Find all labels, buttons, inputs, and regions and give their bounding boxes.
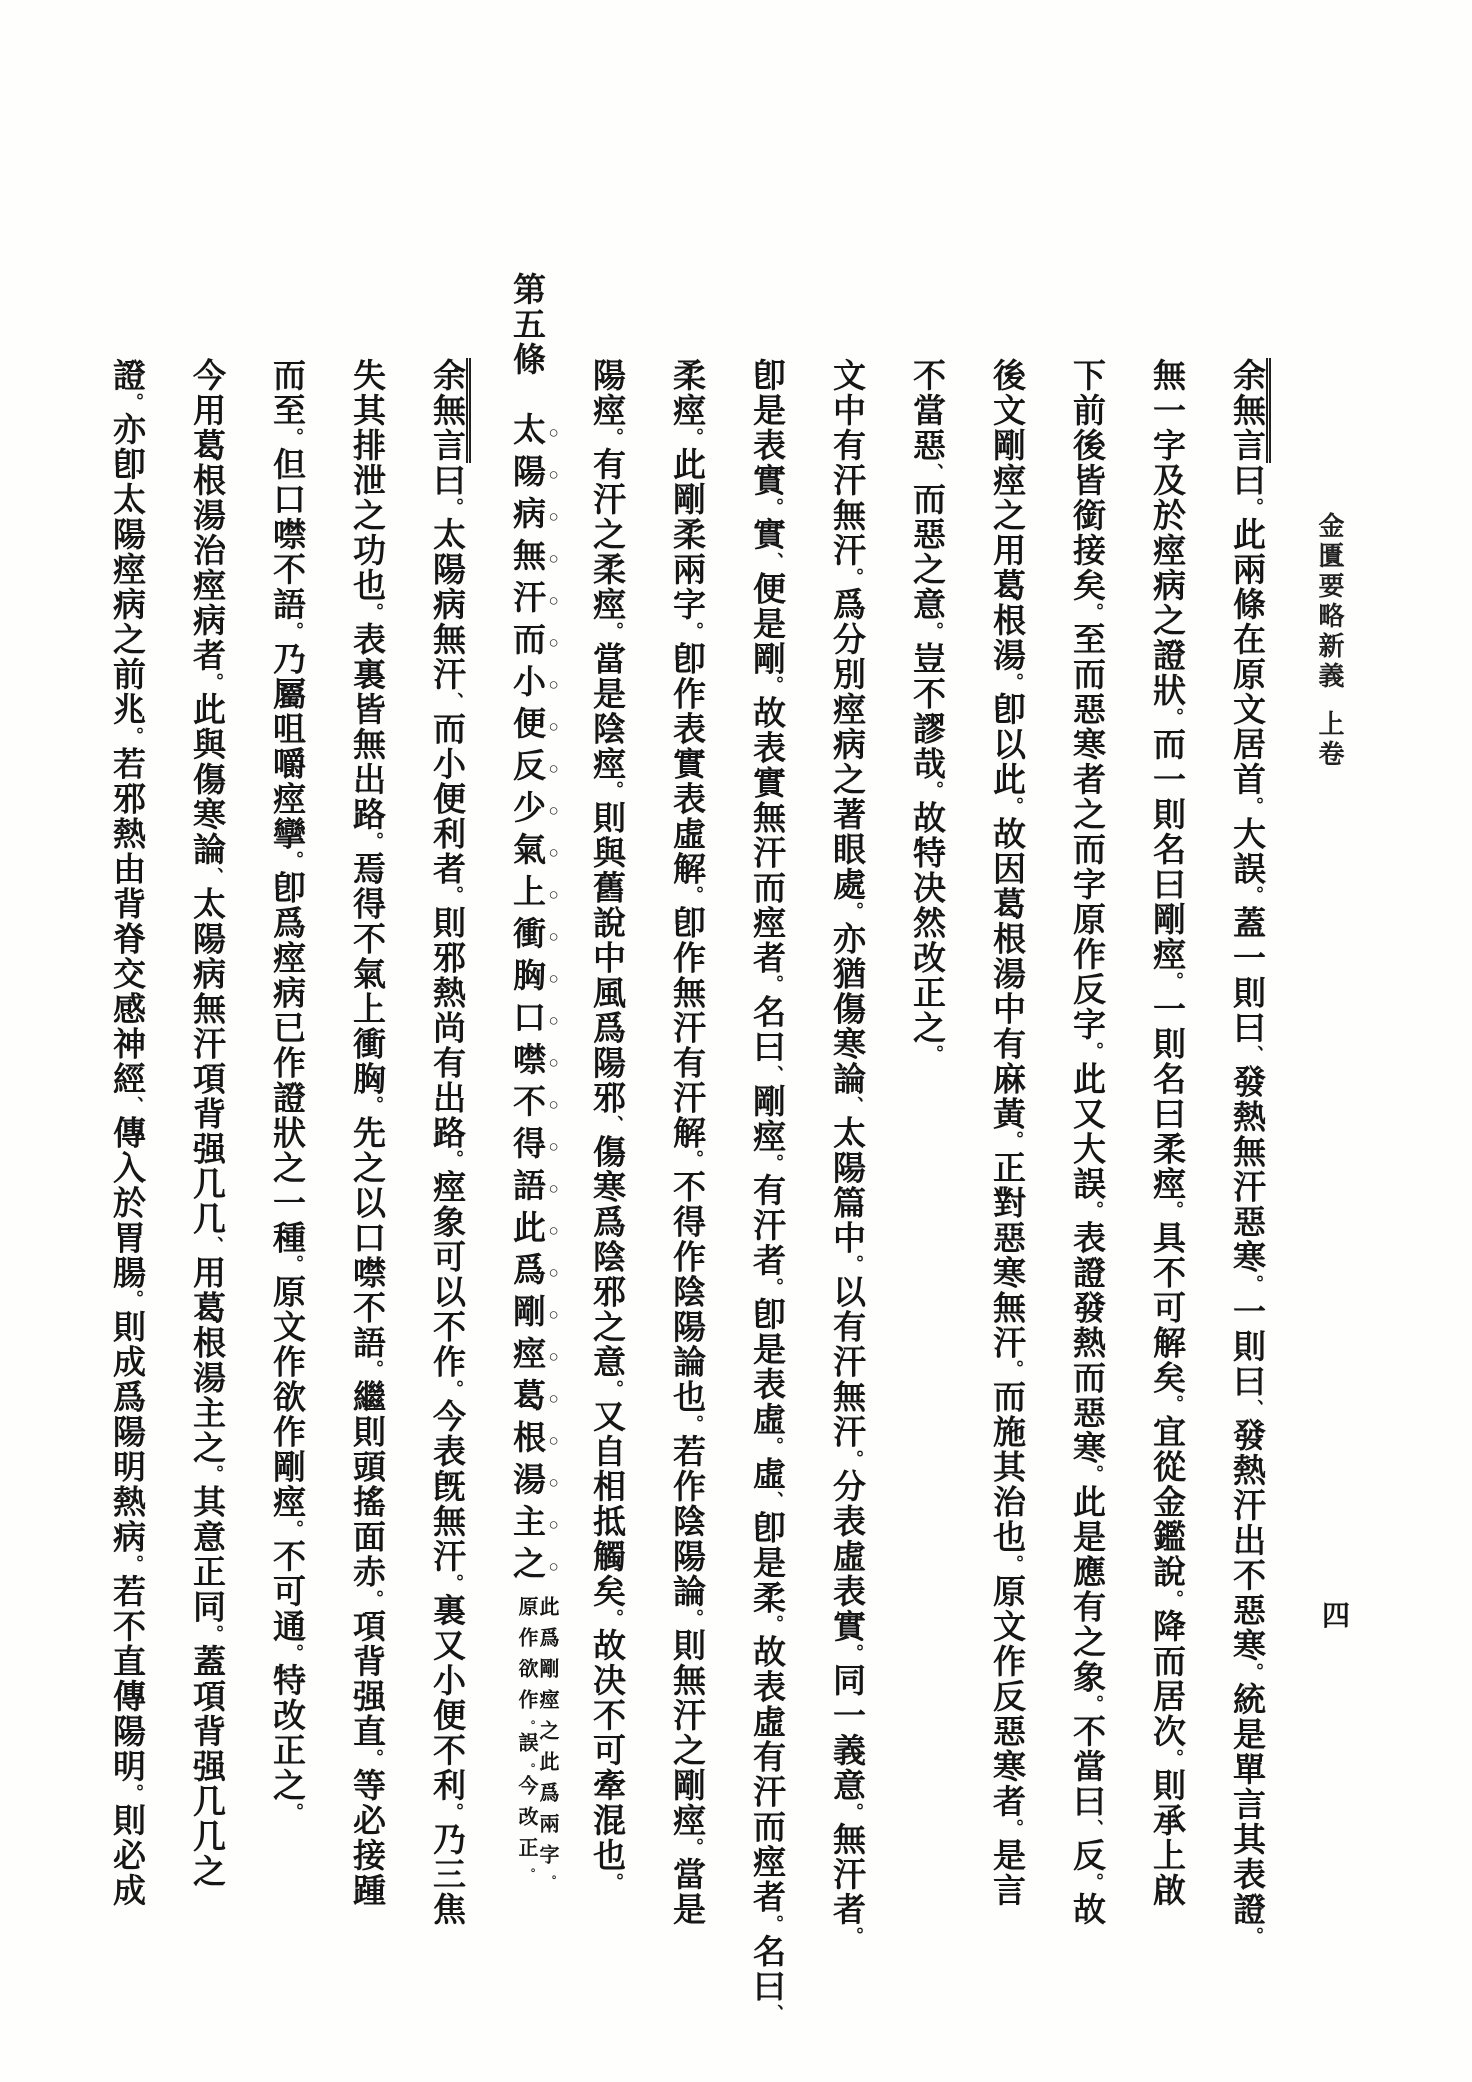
- punctuation-mark: 。: [1164, 1201, 1184, 1221]
- commentary-text: 曰。太陽病無汗、而小便利者。則邪熱尚有出路。痙象可以不作。今表旣無汗。裏又小便不利。乃三焦: [428, 463, 464, 1928]
- punctuation-mark: 。: [684, 622, 704, 642]
- text-column: [806, 0, 886, 2082]
- author-name-mark: 余無言: [428, 358, 471, 463]
- punctuation-mark: 。: [1084, 1042, 1104, 1062]
- punctuation-mark: 。: [284, 1802, 304, 1823]
- text-column: [1046, 0, 1126, 2082]
- volume-label: 上卷: [1315, 710, 1344, 770]
- punctuation-mark: 、: [764, 552, 784, 572]
- punctuation-mark: 。: [1004, 673, 1024, 693]
- annotation-line: 原作欲作。誤。今改正。: [515, 1596, 537, 1880]
- punctuation-mark: 、: [604, 1115, 624, 1135]
- section-heading-label: 第五條: [508, 272, 544, 377]
- book-title: 金匱要略新義: [1315, 512, 1344, 692]
- punctuation-mark: 。: [204, 1465, 224, 1485]
- punctuation-mark: 。: [764, 676, 784, 696]
- punctuation-mark: 。: [844, 902, 864, 922]
- punctuation-mark: 。: [444, 1802, 464, 1823]
- punctuation-mark: 。: [1164, 1748, 1184, 1768]
- punctuation-mark: 。: [284, 851, 304, 871]
- punctuation-mark: 。: [844, 568, 864, 588]
- punctuation-mark: 。: [364, 832, 384, 852]
- annotation-line: 此爲剛痙之此爲兩字。: [536, 1596, 558, 1887]
- text-column: [326, 0, 406, 2082]
- punctuation-mark: 。: [1004, 1554, 1024, 1574]
- punctuation-mark: 。: [604, 1872, 624, 1893]
- punctuation-mark: 、: [924, 463, 944, 483]
- punctuation-mark: 。: [444, 886, 464, 906]
- punctuation-mark: 。: [764, 1153, 784, 1173]
- text-column: [1126, 0, 1206, 2082]
- punctuation-mark: 。: [844, 1449, 864, 1469]
- text-column: [1206, 0, 1286, 2082]
- inline-annotation: [515, 1596, 557, 1887]
- commentary-text: [508, 377, 544, 412]
- punctuation-mark: 。: [844, 1255, 864, 1275]
- punctuation-mark: 。: [764, 498, 784, 518]
- punctuation-mark: 。: [124, 1290, 144, 1310]
- punctuation-mark: 。: [284, 1255, 304, 1275]
- commentary-text: 下前後皆銜接矣。至而惡寒者之而字原作反字。此又大誤。表證發熱而惡寒。此是應有之象。不當曰、反。故: [1068, 358, 1104, 1928]
- text-column: [166, 0, 246, 2082]
- commentary-text: 而至。但口噤不語。乃屬咀嚼痙攣。卽爲痙病已作證狀之一種。原文作欲作剛痙。不可通。特改正之。: [268, 358, 304, 1823]
- punctuation-mark: 。: [1084, 1694, 1104, 1714]
- punctuation-mark: 。: [364, 1360, 384, 1380]
- punctuation-mark: 。: [604, 428, 624, 448]
- running-title-column: [1286, 0, 1372, 2082]
- text-column: [246, 0, 326, 2082]
- punctuation-mark: 。: [1164, 708, 1184, 728]
- punctuation-mark: 、: [1244, 1045, 1264, 1065]
- punctuation-mark: 、: [764, 1491, 784, 1511]
- punctuation-mark: 。: [844, 1802, 864, 1823]
- punctuation-mark: 。: [204, 1624, 224, 1644]
- classic-quote-text: 太陽病無汗而小便反少氣上衝胸口噤不得語此爲剛痙葛根湯主之: [508, 412, 544, 1588]
- commentary-text: 今用葛根湯治痙病者。此與傷寒論、太陽病無汗項背强几几、用葛根湯主之。其意正同。蓋項背强几几之: [188, 358, 224, 1889]
- punctuation-mark: 。: [684, 1414, 704, 1434]
- commentary-text: 陽痙。有汗之柔痙。當是陰痙。則與舊說中風爲陽邪、傷寒爲陰邪之意。又自相抵觸矣。故决不可牽混也。: [588, 358, 624, 1893]
- punctuation-mark: 。: [1244, 1927, 1264, 1947]
- punctuation-mark: 。: [684, 428, 704, 448]
- punctuation-mark: 。: [1004, 1818, 1024, 1838]
- commentary-text: 證。亦卽太陽痙病之前兆。若邪熱由背脊交感神經、傳入於胃腸。則成爲陽明熱病。若不直傳陽明。則必成: [108, 358, 144, 1908]
- punctuation-mark: 。: [523, 1868, 535, 1880]
- commentary-text: 柔痙。此剛柔兩字。卽作表實表虛解。卽作無汗有汗解。不得作陰陽論也。若作陰陽論。則無汗之剛痙。當是: [668, 358, 704, 1928]
- text-column: [886, 0, 966, 2082]
- punctuation-mark: 。: [523, 1720, 535, 1732]
- punctuation-mark: 。: [1164, 1395, 1184, 1415]
- punctuation-mark: 。: [444, 498, 464, 518]
- punctuation-mark: 。: [844, 1927, 864, 1947]
- commentary-text: 失其排泄之功也。表裏皆無出路。焉得不氣上衝胸。先之以口噤不語。繼則頭搖面赤。項背强直。等必接踵: [348, 358, 384, 1908]
- punctuation-mark: 。: [1164, 1589, 1184, 1609]
- punctuation-mark: 。: [364, 603, 384, 623]
- text-column: [406, 0, 486, 2082]
- punctuation-mark: 。: [444, 1573, 464, 1593]
- punctuation-mark: 、: [124, 1096, 144, 1116]
- punctuation-mark: 。: [1244, 1662, 1264, 1683]
- punctuation-mark: 。: [284, 1643, 304, 1663]
- punctuation-mark: 、: [764, 2003, 784, 2023]
- punctuation-mark: 。: [1004, 797, 1024, 817]
- punctuation-mark: 。: [844, 1643, 864, 1663]
- punctuation-mark: 。: [204, 673, 224, 693]
- punctuation-mark: 。: [1084, 1201, 1104, 1221]
- punctuation-mark: 。: [124, 393, 144, 413]
- punctuation-mark: 。: [1244, 797, 1264, 817]
- commentary-text: 文中有汗無汗。爲分別痙病之著眼處。亦猶傷寒論、太陽篇中。以有汗無汗。分表虛表實。同一義意。無汗者。: [828, 358, 864, 1947]
- author-name-mark: 余無言: [1228, 358, 1271, 463]
- punctuation-mark: 。: [684, 1150, 704, 1170]
- punctuation-mark: 。: [364, 1096, 384, 1116]
- punctuation-mark: 。: [544, 1875, 556, 1887]
- punctuation-mark: 。: [444, 1150, 464, 1170]
- section-heading-column: [486, 0, 566, 2082]
- punctuation-mark: 。: [684, 886, 704, 906]
- punctuation-mark: 、: [1084, 1818, 1104, 1838]
- punctuation-mark: 。: [604, 781, 624, 801]
- punctuation-mark: 。: [1244, 1274, 1264, 1294]
- text-block: [86, 0, 1372, 2082]
- punctuation-mark: 。: [764, 1277, 784, 1298]
- punctuation-mark: 。: [284, 622, 304, 642]
- punctuation-mark: 。: [1004, 1360, 1024, 1380]
- page-number: 四: [1322, 1601, 1351, 1632]
- punctuation-mark: 。: [764, 1437, 784, 1457]
- commentary-text: 無一字及於痙病之證狀。而一則名曰剛痙。一則名曰柔痙。具不可解矣。宜從金鑑說。降而居次。則承上啟: [1148, 358, 1184, 1908]
- punctuation-mark: 。: [924, 622, 944, 642]
- punctuation-mark: 。: [444, 1379, 464, 1399]
- punctuation-mark: 。: [764, 1914, 784, 1934]
- commentary-text: 不當惡、而惡之意。豈不謬哉。故特决然改正之。: [908, 358, 944, 1065]
- text-column: [86, 0, 166, 2082]
- punctuation-mark: 。: [764, 1615, 784, 1635]
- punctuation-mark: 。: [1084, 1872, 1104, 1893]
- punctuation-mark: 。: [604, 622, 624, 642]
- punctuation-mark: 。: [284, 1519, 304, 1539]
- punctuation-mark: 、: [764, 1064, 784, 1084]
- punctuation-mark: 。: [604, 1379, 624, 1399]
- punctuation-mark: 。: [284, 428, 304, 448]
- punctuation-mark: 。: [124, 727, 144, 747]
- punctuation-mark: 。: [523, 1763, 535, 1775]
- text-column: [566, 0, 646, 2082]
- text-column: [646, 0, 726, 2082]
- punctuation-mark: 、: [204, 867, 224, 887]
- punctuation-mark: 。: [1164, 972, 1184, 992]
- punctuation-mark: 。: [1004, 1131, 1024, 1151]
- commentary-text: 後文剛痙之用葛根湯。卽以此。故因葛根湯中有麻黃。正對惡寒無汗。而施其治也。原文作反惡寒者。是言: [988, 358, 1024, 1908]
- punctuation-mark: 。: [1084, 1465, 1104, 1485]
- commentary-text: 曰。此兩條在原文居首。大誤。蓋一則曰、發熱無汗惡寒。一則曰、發熱汗出不惡寒。統是單言其表證。: [1228, 463, 1264, 1947]
- punctuation-mark: 。: [684, 1837, 704, 1858]
- punctuation-mark: 。: [364, 1589, 384, 1609]
- punctuation-mark: 。: [124, 1554, 144, 1574]
- punctuation-mark: 。: [924, 781, 944, 801]
- punctuation-mark: 。: [1244, 886, 1264, 906]
- punctuation-mark: 。: [364, 1748, 384, 1768]
- punctuation-mark: 。: [604, 1608, 624, 1628]
- punctuation-mark: 。: [764, 975, 784, 995]
- punctuation-mark: 、: [1244, 1398, 1264, 1418]
- commentary-text: 卽是表實。實、便是剛。故表實無汗而痙者。名曰、剛痙。有汗者。卽是表虛。虛、卽是柔。故表虛有汗而痙者。名曰、: [748, 358, 784, 2023]
- punctuation-mark: 、: [204, 1236, 224, 1256]
- punctuation-mark: 。: [684, 1608, 704, 1628]
- punctuation-mark: 。: [924, 1045, 944, 1065]
- punctuation-mark: 、: [444, 692, 464, 712]
- punctuation-mark: 、: [844, 1096, 864, 1116]
- text-column: [966, 0, 1046, 2082]
- punctuation-mark: 。: [1084, 603, 1104, 623]
- punctuation-mark: 。: [124, 1783, 144, 1803]
- punctuation-mark: 。: [1244, 498, 1264, 518]
- text-column: [726, 0, 806, 2082]
